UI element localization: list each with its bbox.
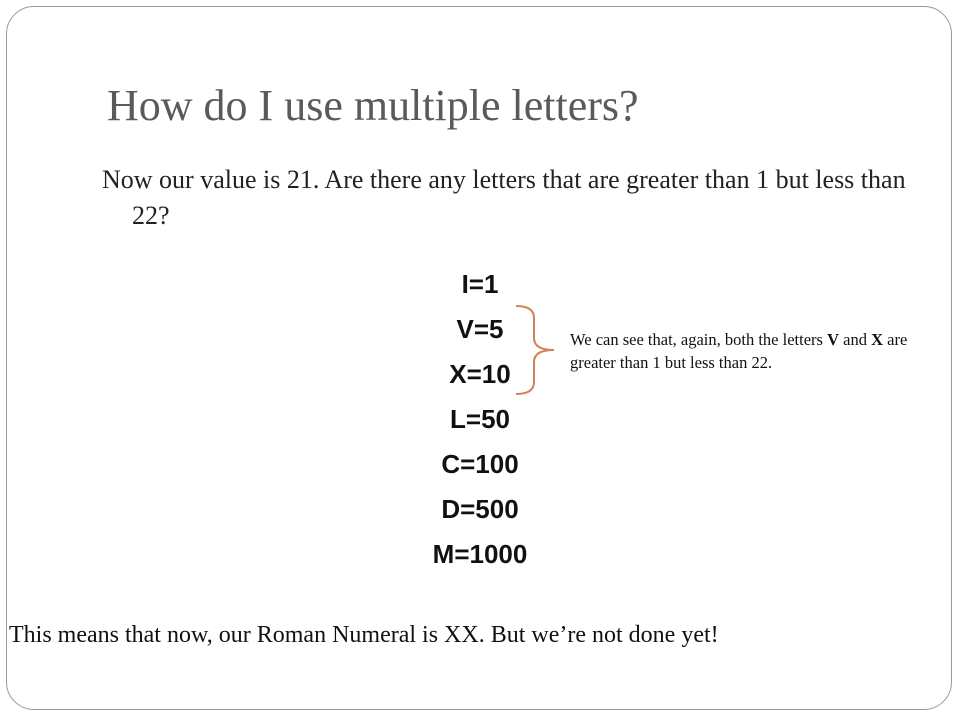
note-text-3: are greater than 1 but less than 22. — [570, 330, 908, 372]
body-text: Now our value is 21. Are there any letters that are greater than 1 but less than 22? — [102, 165, 906, 230]
slide-title: How do I use multiple letters? — [107, 81, 639, 130]
numeral-item: D=500 — [441, 494, 519, 524]
conclusion-text: This means that now, our Roman Numeral is XX. But we’re not done yet! — [9, 622, 719, 648]
numeral-item: X=10 — [449, 359, 511, 389]
note-letter-v: V — [827, 330, 839, 349]
note-letter-x: X — [871, 330, 883, 349]
note-text-1: We can see that, again, both the letters — [570, 330, 828, 349]
numeral-item: M=1000 — [432, 539, 528, 569]
explanation-note — [570, 328, 930, 374]
numeral-item: I=1 — [461, 269, 499, 299]
numeral-item: V=5 — [456, 314, 504, 344]
numeral-item: L=50 — [450, 404, 510, 434]
curly-brace-icon — [510, 300, 570, 400]
note-text-2: and — [839, 330, 872, 349]
numeral-item: C=100 — [441, 449, 519, 479]
